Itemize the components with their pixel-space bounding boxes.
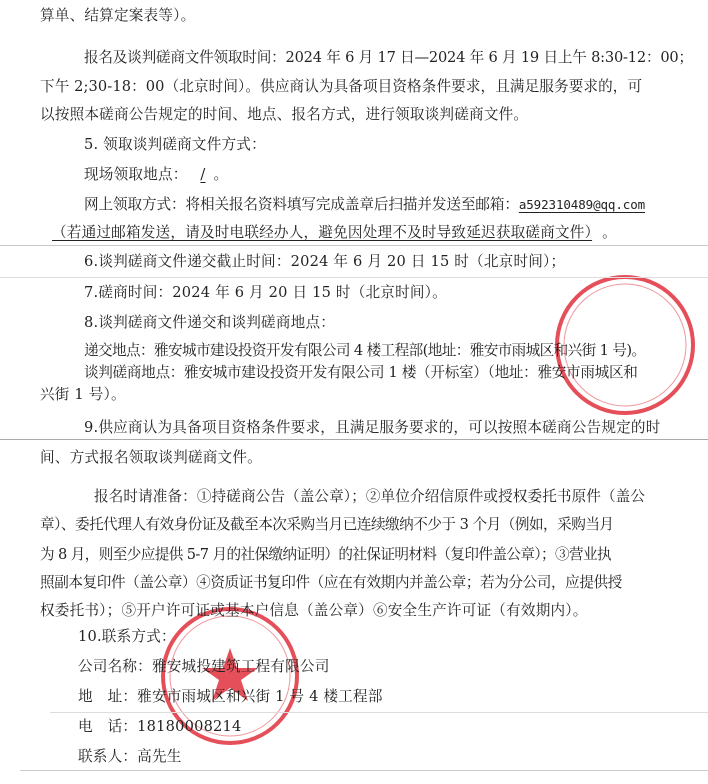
text-line: 下午 2;30-18：00（北京时间）。供应商认为具备项目资格条件要求，且满足服务要求的，可: [40, 78, 643, 95]
text-line: 为 8 月，则至少应提供 5-7 月的社保缴纳证明）的社保证明材料（复印件盖公章）；③营业执: [40, 546, 612, 563]
text-line: 谈判磋商地点：雅安城市建设投资开发有限公司 1 楼（开标室）（地址：雅安市雨城区和: [84, 364, 638, 381]
section-heading: 6.谈判磋商文件递交截止时间：2024 年 6 月 20 日 15 时（北京时间）；: [84, 253, 566, 270]
text-line: 报名时请准备：①持磋商公告（盖公章）；②单位介绍信原件或授权委托书原件（盖公: [94, 488, 646, 505]
text-line: 照副本复印件（盖公章）④资质证书复印件（应在有效期内并盖公章；若为分公司，应提供授: [40, 574, 622, 591]
email-note: （若通过邮箱发送，请及时电联经办人，避免因处理不及时导致延迟获取磋商文件）: [52, 224, 593, 241]
section-heading: 10.联系方式：: [78, 628, 176, 645]
text-line: 章）、委托代理人有效身份证及截至本次采购当月已连续缴纳不少于 3 个月（例如，采购当月: [40, 516, 614, 533]
section-heading: 8.谈判磋商文件递交和谈判磋商地点：: [84, 314, 336, 331]
text-line: 报名及谈判磋商文件领取时间：2024 年 6 月 17 日—2024 年 6 月 19 日上午 8:30-12：00；: [84, 49, 693, 66]
text-line: 权委托书）；⑤开户许可证或基本户信息（盖公章）⑥安全生产许可证（有效期内）。: [40, 602, 588, 619]
company-name: 公司名称：雅安城投建筑工程有限公司: [78, 658, 330, 675]
text-line: 递交地点：雅安城市建设投资开发有限公司 4 楼工程部(地址：雅安市雨城区和兴街 1 号)。: [84, 342, 646, 359]
punct: 。: [602, 224, 617, 241]
punct: 。: [213, 166, 229, 183]
email-link[interactable]: a592310489@qq.com: [518, 197, 646, 212]
text-line: [84, 196, 645, 214]
section-heading: 5. 领取谈判磋商文件方式：: [84, 136, 266, 153]
scan-line: [0, 245, 708, 246]
text-line: [84, 166, 228, 184]
section-heading: 9.供应商认为具备项目资格条件要求，且满足服务要求的，可以按照本磋商公告规定的时: [84, 419, 661, 436]
contact-person: 联系人：高先生: [78, 748, 182, 765]
scan-line: [50, 712, 708, 713]
address: 地 址：雅安市雨城区和兴街 1 号 4 楼工程部: [78, 688, 383, 705]
scan-line: [0, 439, 708, 440]
text-line: 以按照本磋商公告规定的时间、地点、报名方式，进行领取谈判磋商文件。: [40, 106, 529, 123]
label: 网上领取方式：将相关报名资料填写完成盖章后扫描并发送至邮箱：: [84, 196, 519, 213]
text-line: 间、方式报名领取谈判磋商文件。: [40, 449, 262, 466]
text-line: 兴街 1 号）。: [40, 386, 126, 403]
phone: 电 话：18180008214: [78, 718, 242, 735]
scan-line: [20, 770, 708, 771]
onsite-location-value: /: [200, 166, 206, 183]
section-heading: 7.磋商时间：2024 年 6 月 20 日 15 时（北京时间）。: [84, 284, 447, 301]
scan-line: [0, 277, 708, 278]
text-line: [52, 224, 617, 242]
text-line: 算单、结算定案表等）。: [40, 7, 196, 24]
label: 现场领取地点：: [84, 166, 188, 183]
